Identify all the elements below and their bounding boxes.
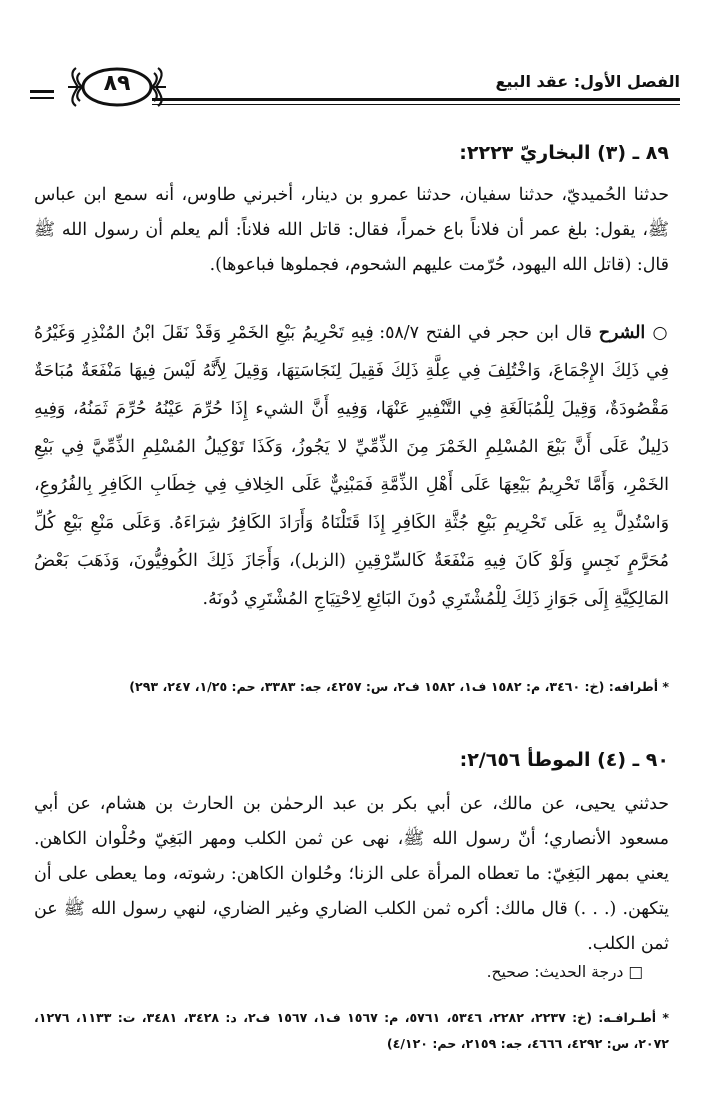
hadith-90-text: حدثني يحيى، عن مالك، عن أبي بكر بن عبد الرحمٰن بن الحارث بن هشام، عن أبي مسعود الأنصاري؛ أنّ رسول الله ﷺ، نهى عن ثمن الكلب ومهر البَغِيّ وحُلْوان الكاهن. يعني بمهر البَغِيّ: ما تعطاه المرأة على الزنا؛ وحُلوان الكاهن: رشوته، وما يعطى على أن يتكهن. (. . .) قال مالك: أكره ثمن الكلب الضاري وغير الضاري، لنهي رسول الله ﷺ عن ثمن الكلب.	[34, 794, 669, 954]
header-rule	[152, 98, 680, 101]
header-rule-thin	[152, 104, 680, 105]
hadith-90-grade: □ درجة الحديث: صحيح.	[486, 963, 643, 981]
hadith-90-heading: ٩٠ ـ (٤) الموطأ ٢/٦٥٦:	[459, 749, 669, 771]
commentary-text: قال ابن حجر في الفتح ٥٨/٧: فِيهِ تَحْرِيمُ بَيْعِ الخَمْرِ وَقَدْ نَقَلَ ابْنُ المُنْذِرِ وَغَيْرُهُ فِي ذَلِكَ الإِجْمَاعَ، وَاخْتُلِفَ فِي عِلَّةِ ذَلِكَ فَقِيلَ لِنَجَاسَتِهَا، وَقِيلَ لِأَنَّهُ لَيْسَ فِيهَا مَنْفَعَةٌ مُبَاحَةٌ مَقْصُودَةٌ، وَقِيلَ لِلْمُبَالَغَةِ فِي التَّنْفِيرِ عَنْهَا، وَفِيهِ أَنَّ الشيء إِذَا حُرِّمَ عَيْنُهُ حُرِّمَ ثَمَنُهُ، وَفِيهِ دَلِيلٌ عَلَى أَنَّ بَيْعَ المُسْلِمِ الخَمْرَ مِنَ الذِّمِّيِّ لا يَجُوزُ، وَكَذَا تَوْكِيلُ المُسْلِمِ الذِّمِّيَّ فِي بَيْعِ الخَمْرِ، وَأَمَّا تَحْرِيمُ بَيْعِهَا عَلَى أَهْلِ الذِّمَّةِ فَمَبْنِيٌّ عَلَى الخِلافِ فِي خِطَابِ الكَافِرِ بِالفُرُوعِ، وَاسْتُدِلَّ بِهِ عَلَى تَحْرِيمِ بَيْعِ جُثَّةِ الكَافِرِ إِذَا قَتَلْنَاهُ وَأَرَادَ الكَافِرُ شِرَاءَهُ. وَعَلَى مَنْعِ بَيْعِ كُلِّ مُحَرَّمٍ نَجِسٍ وَلَوْ كَانَ فِيهِ مَنْفَعَةٌ كَالسِّرْقِينِ (الزبل)، وَأَجَازَ ذَلِكَ الكُوفِيُّونَ، وَذَهَبَ بَعْضُ المَالِكِيَّةِ إِلَى جَوَازِ ذَلِكَ لِلْمُشْتَرِي دُونَ البَائِعِ لِاحْتِيَاجِ المُشْتَرِي دُونَهُ.	[34, 323, 669, 609]
hadith-89-text: حدثنا الحُميديّ، حدثنا سفيان، حدثنا عمرو بن دينار، أخبرني طاوس، أنه سمع ابن عباس ﷺ، يقول: بلغ عمر أن فلاناً باع خمراً، فقال: قاتل الله فلاناً: ألم يعلم أن رسول الله ﷺ قال: (قاتل الله اليهود، حُرّمت عليهم الشحوم، فجملوها فباعوها).	[34, 185, 669, 275]
header-rule-left-thin	[30, 97, 54, 99]
header-rule-left	[30, 90, 54, 93]
hadith-89-references: * أطرافه: (خ: ٣٤٦٠، م: ١٥٨٢ ف١، ١٥٨٢ ف٢، س: ٤٢٥٧، جه: ٣٣٨٣، حم: ١/٢٥، ٢٤٧، ٢٩٣)	[129, 679, 669, 694]
commentary-label: ○ الشرح	[598, 323, 669, 343]
hadith-90-references: * أطـرافـه: (خ: ٢٢٣٧، ٢٢٨٢، ٥٣٤٦، ٥٧٦١، م: ١٥٦٧ ف١، ١٥٦٧ ف٢، د: ٣٤٢٨، ٣٤٨١، ت: ١١٣٣، ١٢٧٦، ٢٠٧٢، س: ٤٢٩٢، ٤٦٦٦، جه: ٢١٥٩، حم: ٤/١٢٠)	[34, 1010, 670, 1051]
page-number: ٨٩	[103, 71, 131, 96]
hadith-89-heading: ٨٩ ـ (٣) البخاريّ ٢٢٢٣:	[459, 142, 669, 164]
chapter-title: الفصل الأول: عقد البيع	[495, 72, 680, 91]
hadith-89-commentary	[34, 314, 669, 618]
running-header	[20, 58, 680, 114]
